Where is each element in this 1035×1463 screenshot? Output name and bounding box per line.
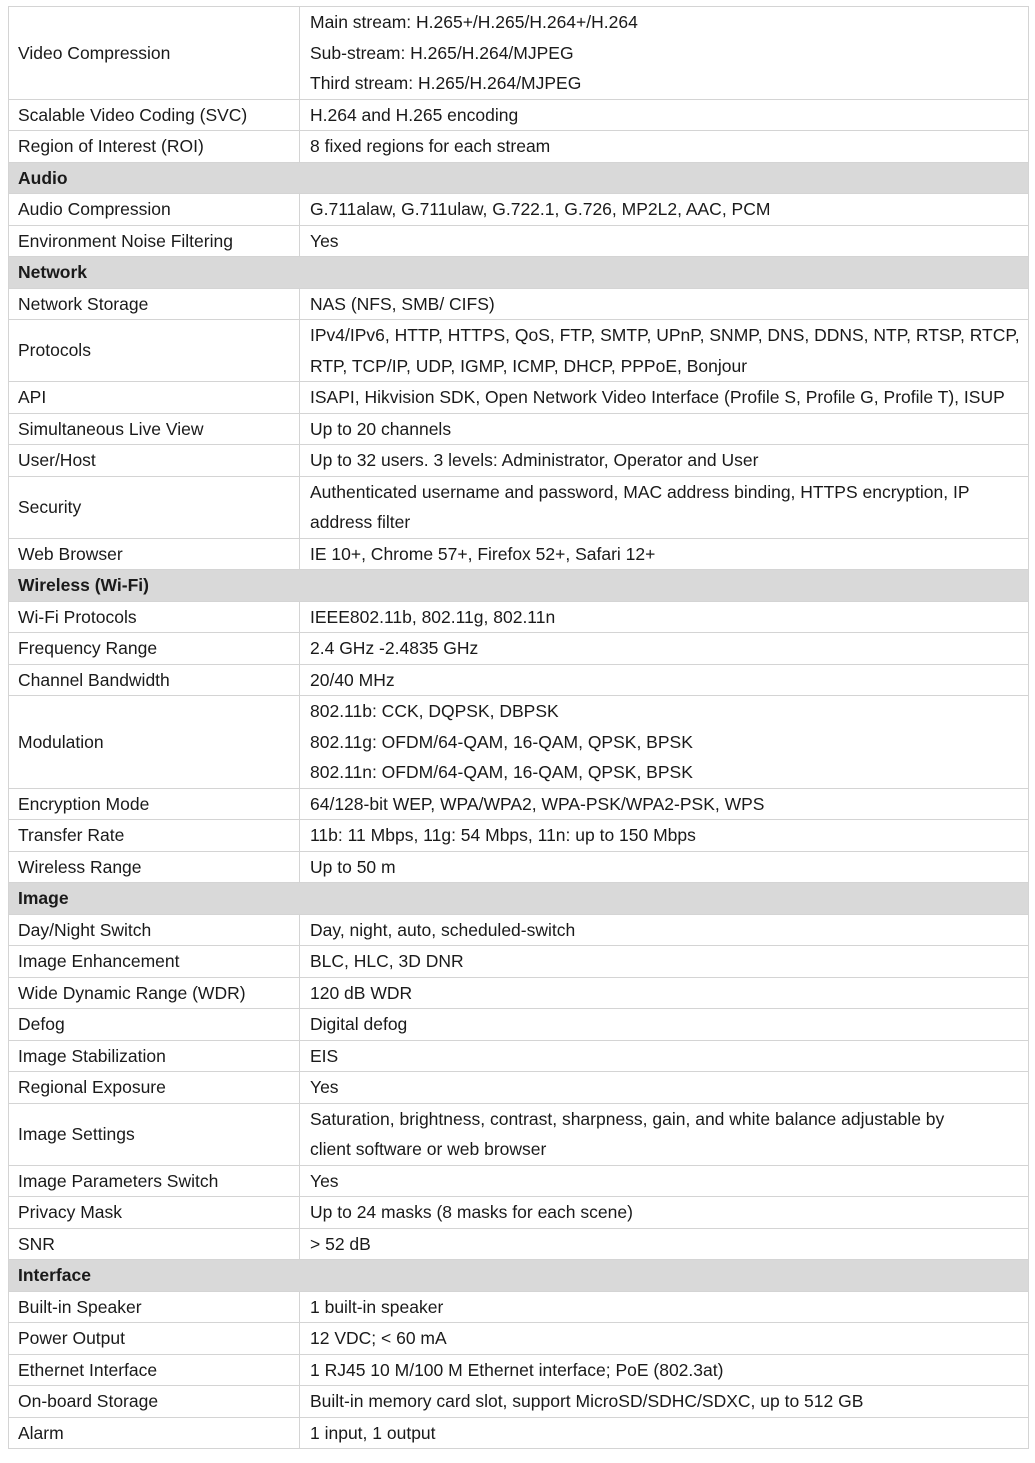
spec-value-line: Digital defog <box>310 1014 408 1034</box>
spec-label: Image Enhancement <box>18 951 180 971</box>
spec-value-cell <box>300 538 1029 570</box>
spec-label-cell <box>9 320 300 382</box>
spec-label: Privacy Mask <box>18 1202 123 1222</box>
section-header-row <box>9 883 1029 915</box>
spec-row <box>9 7 1029 100</box>
spec-label-cell <box>9 1072 300 1104</box>
spec-label: Channel Bandwidth <box>18 669 170 690</box>
spec-row <box>9 820 1029 852</box>
section-title-text: Image <box>18 888 69 908</box>
spec-row <box>9 99 1029 131</box>
section-title-text: Network <box>18 262 88 282</box>
spec-value-line: 64/128-bit WEP, WPA/WPA2, WPA-PSK/WPA2-PSK, WPS <box>310 793 765 814</box>
section-title-text: Wireless (Wi-Fi) <box>18 575 149 595</box>
spec-label-cell <box>9 7 300 100</box>
spec-row <box>9 1103 1029 1165</box>
spec-row <box>9 664 1029 696</box>
spec-row <box>9 1228 1029 1260</box>
spec-label-cell <box>9 977 300 1009</box>
section-title <box>9 257 1029 289</box>
spec-label-cell <box>9 946 300 978</box>
spec-value-cell <box>300 977 1029 1009</box>
spec-label: Security <box>18 496 82 517</box>
spec-value-cell <box>300 820 1029 852</box>
spec-value-cell <box>300 851 1029 883</box>
spec-value-cell <box>300 1417 1029 1449</box>
section-title <box>9 1260 1029 1292</box>
spec-row <box>9 445 1029 477</box>
spec-row <box>9 1072 1029 1104</box>
spec-label: User/Host <box>18 450 96 470</box>
spec-value-line: Main stream: H.265+/H.265/H.264+/H.264 <box>310 12 638 32</box>
spec-value-cell <box>300 1354 1029 1386</box>
spec-row <box>9 413 1029 445</box>
spec-label-cell <box>9 131 300 163</box>
spec-value-cell <box>300 99 1029 131</box>
spec-label-cell <box>9 1386 300 1418</box>
spec-value-line: Up to 20 channels <box>310 418 452 439</box>
spec-row <box>9 601 1029 633</box>
spec-value-line: 1 RJ45 10 M/100 M Ethernet interface; PoE (802.3at) <box>310 1359 724 1380</box>
spec-label-cell <box>9 1291 300 1323</box>
spec-label: Image Settings <box>18 1123 135 1144</box>
spec-value-line: Day, night, auto, scheduled-switch <box>310 919 576 940</box>
spec-label: Modulation <box>18 731 104 752</box>
spec-label-cell <box>9 1040 300 1072</box>
spec-label: Web Browser <box>18 543 123 564</box>
spec-label: Network Storage <box>18 293 149 314</box>
spec-label: Power Output <box>18 1328 125 1348</box>
spec-value-cell <box>300 1228 1029 1260</box>
spec-value-line: > 52 dB <box>310 1233 371 1254</box>
spec-value-cell <box>300 1072 1029 1104</box>
spec-value-cell <box>300 1291 1029 1323</box>
spec-row <box>9 914 1029 946</box>
spec-row <box>9 1323 1029 1355</box>
spec-label: Encryption Mode <box>18 793 150 814</box>
spec-value-cell <box>300 476 1029 538</box>
spec-value-line: Built-in memory card slot, support MicroSD/SDHC/SDXC, up to 512 GB <box>310 1391 864 1411</box>
section-header-row <box>9 1260 1029 1292</box>
spec-value-cell <box>300 7 1029 100</box>
spec-value-cell <box>300 664 1029 696</box>
spec-label: Wi-Fi Protocols <box>18 606 137 627</box>
spec-value-line: Authenticated username and password, MAC address binding, HTTPS encryption, IP <box>310 481 970 502</box>
spec-label: Day/Night Switch <box>18 919 152 940</box>
spec-value-line: Up to 50 m <box>310 856 396 877</box>
spec-value-cell <box>300 131 1029 163</box>
spec-row <box>9 696 1029 789</box>
spec-value-cell <box>300 225 1029 257</box>
spec-row <box>9 1165 1029 1197</box>
spec-label-cell <box>9 851 300 883</box>
spec-value-line: Sub-stream: H.265/H.264/MJPEG <box>310 42 574 63</box>
spec-label: Ethernet Interface <box>18 1359 158 1380</box>
spec-label-cell <box>9 476 300 538</box>
spec-value-line: 802.11n: OFDM/64-QAM, 16-QAM, QPSK, BPSK <box>310 762 693 782</box>
spec-label-cell <box>9 788 300 820</box>
spec-label-cell <box>9 1417 300 1449</box>
spec-row <box>9 225 1029 257</box>
spec-value-line: 11b: 11 Mbps, 11g: 54 Mbps, 11n: up to 150 Mbps <box>310 825 696 845</box>
spec-label: Audio Compression <box>18 199 171 219</box>
spec-row <box>9 382 1029 414</box>
spec-value-line: 20/40 MHz <box>310 669 395 690</box>
spec-value-cell <box>300 1103 1029 1165</box>
spec-value-line: BLC, HLC, 3D DNR <box>310 951 464 971</box>
spec-label: Frequency Range <box>18 638 158 658</box>
spec-label: On-board Storage <box>18 1391 159 1411</box>
spec-row <box>9 946 1029 978</box>
spec-row <box>9 194 1029 226</box>
spec-value-cell <box>300 633 1029 665</box>
spec-label-cell <box>9 601 300 633</box>
spec-value-line: ISAPI, Hikvision SDK, Open Network Video Interface (Profile S, Profile G, Profile T), ISUP <box>310 387 1005 407</box>
spec-value-cell <box>300 1165 1029 1197</box>
section-title-text: Interface <box>18 1265 91 1285</box>
spec-label-cell <box>9 194 300 226</box>
section-header-row <box>9 570 1029 602</box>
spec-label-cell <box>9 664 300 696</box>
spec-value-line: NAS (NFS, SMB/ CIFS) <box>310 293 495 314</box>
spec-value-line: 802.11b: CCK, DQPSK, DBPSK <box>310 701 559 721</box>
spec-value-cell <box>300 1197 1029 1229</box>
spec-row <box>9 788 1029 820</box>
spec-label: Regional Exposure <box>18 1077 166 1097</box>
spec-row <box>9 288 1029 320</box>
spec-value-cell <box>300 601 1029 633</box>
spec-value-cell <box>300 288 1029 320</box>
spec-label-cell <box>9 1323 300 1355</box>
spec-value-cell <box>300 413 1029 445</box>
spec-label-cell <box>9 225 300 257</box>
section-title-text: Audio <box>18 167 68 188</box>
spec-value-line: RTP, TCP/IP, UDP, IGMP, ICMP, DHCP, PPPoE, Bonjour <box>310 355 748 376</box>
spec-value-line: H.264 and H.265 encoding <box>310 104 519 125</box>
spec-value-line: EIS <box>310 1045 339 1066</box>
spec-value-cell <box>300 194 1029 226</box>
spec-label: Image Stabilization <box>18 1045 166 1066</box>
spec-label: Environment Noise Filtering <box>18 230 233 251</box>
spec-row <box>9 1417 1029 1449</box>
spec-value-line: Yes <box>310 1170 339 1191</box>
spec-label: Wide Dynamic Range (WDR) <box>18 982 246 1003</box>
spec-label: Wireless Range <box>18 856 142 877</box>
spec-label: API <box>18 387 47 407</box>
spec-label: Simultaneous Live View <box>18 418 204 439</box>
spec-value-cell <box>300 1040 1029 1072</box>
spec-value-line: 120 dB WDR <box>310 982 413 1003</box>
spec-row <box>9 476 1029 538</box>
spec-value-cell <box>300 320 1029 382</box>
spec-row <box>9 1386 1029 1418</box>
spec-value-line: 1 input, 1 output <box>310 1422 436 1443</box>
spec-label: Defog <box>18 1014 65 1034</box>
spec-label-cell <box>9 1165 300 1197</box>
spec-label: Alarm <box>18 1422 64 1443</box>
spec-label-cell <box>9 1354 300 1386</box>
section-title <box>9 570 1029 602</box>
spec-label-cell <box>9 1228 300 1260</box>
spec-row <box>9 1197 1029 1229</box>
spec-row <box>9 320 1029 382</box>
spec-value-line: address filter <box>310 512 411 532</box>
section-header-row <box>9 257 1029 289</box>
spec-label: Built-in Speaker <box>18 1296 142 1317</box>
spec-value-line: G.711alaw, G.711ulaw, G.722.1, G.726, MP2L2, AAC, PCM <box>310 199 771 219</box>
section-header-row <box>9 162 1029 194</box>
spec-table-body <box>9 7 1029 1449</box>
spec-label: Image Parameters Switch <box>18 1170 219 1191</box>
spec-value-line: Up to 24 masks (8 masks for each scene) <box>310 1202 633 1222</box>
spec-value-cell <box>300 696 1029 789</box>
spec-row <box>9 851 1029 883</box>
spec-table <box>8 6 1029 1449</box>
spec-value-cell <box>300 914 1029 946</box>
spec-value-cell <box>300 1386 1029 1418</box>
spec-label-cell <box>9 633 300 665</box>
spec-value-line: Yes <box>310 230 339 251</box>
spec-value-cell <box>300 788 1029 820</box>
spec-value-cell <box>300 1009 1029 1041</box>
spec-row <box>9 1354 1029 1386</box>
spec-value-line: 12 VDC; < 60 mA <box>310 1328 447 1348</box>
spec-value-line: 8 fixed regions for each stream <box>310 136 551 156</box>
spec-value-line: 802.11g: OFDM/64-QAM, 16-QAM, QPSK, BPSK <box>310 731 693 752</box>
spec-row <box>9 131 1029 163</box>
spec-value-cell <box>300 946 1029 978</box>
spec-value-line: Saturation, brightness, contrast, sharpness, gain, and white balance adjustable by <box>310 1108 945 1129</box>
spec-value-line: IPv4/IPv6, HTTP, HTTPS, QoS, FTP, SMTP, UPnP, SNMP, DNS, DDNS, NTP, RTSP, RTCP, <box>310 325 1020 345</box>
spec-label: Scalable Video Coding (SVC) <box>18 104 248 125</box>
spec-value-line: IE 10+, Chrome 57+, Firefox 52+, Safari 12+ <box>310 543 656 564</box>
spec-label: Video Compression <box>18 42 171 63</box>
spec-value-line: IEEE802.11b, 802.11g, 802.11n <box>310 606 556 627</box>
spec-row <box>9 1040 1029 1072</box>
spec-label-cell <box>9 820 300 852</box>
spec-label-cell <box>9 382 300 414</box>
spec-value-cell <box>300 382 1029 414</box>
spec-label-cell <box>9 1197 300 1229</box>
spec-value-line: 1 built-in speaker <box>310 1296 444 1317</box>
spec-label-cell <box>9 413 300 445</box>
spec-row <box>9 977 1029 1009</box>
spec-value-line: client software or web browser <box>310 1139 547 1159</box>
spec-row <box>9 1291 1029 1323</box>
spec-value-line: Up to 32 users. 3 levels: Administrator, Operator and User <box>310 450 759 470</box>
section-title <box>9 883 1029 915</box>
spec-label: SNR <box>18 1233 55 1254</box>
spec-row <box>9 538 1029 570</box>
spec-label-cell <box>9 445 300 477</box>
spec-label-cell <box>9 1009 300 1041</box>
spec-label-cell <box>9 696 300 789</box>
spec-value-line: Yes <box>310 1077 339 1097</box>
spec-label-cell <box>9 1103 300 1165</box>
spec-label-cell <box>9 538 300 570</box>
spec-label: Transfer Rate <box>18 825 125 845</box>
spec-value-cell <box>300 1323 1029 1355</box>
spec-value-line: Third stream: H.265/H.264/MJPEG <box>310 73 582 93</box>
spec-label-cell <box>9 288 300 320</box>
section-title <box>9 162 1029 194</box>
spec-label: Protocols <box>18 340 91 361</box>
spec-row <box>9 1009 1029 1041</box>
spec-label-cell <box>9 99 300 131</box>
spec-value-line: 2.4 GHz -2.4835 GHz <box>310 638 479 658</box>
spec-label-cell <box>9 914 300 946</box>
spec-row <box>9 633 1029 665</box>
spec-label: Region of Interest (ROI) <box>18 136 204 156</box>
spec-value-cell <box>300 445 1029 477</box>
